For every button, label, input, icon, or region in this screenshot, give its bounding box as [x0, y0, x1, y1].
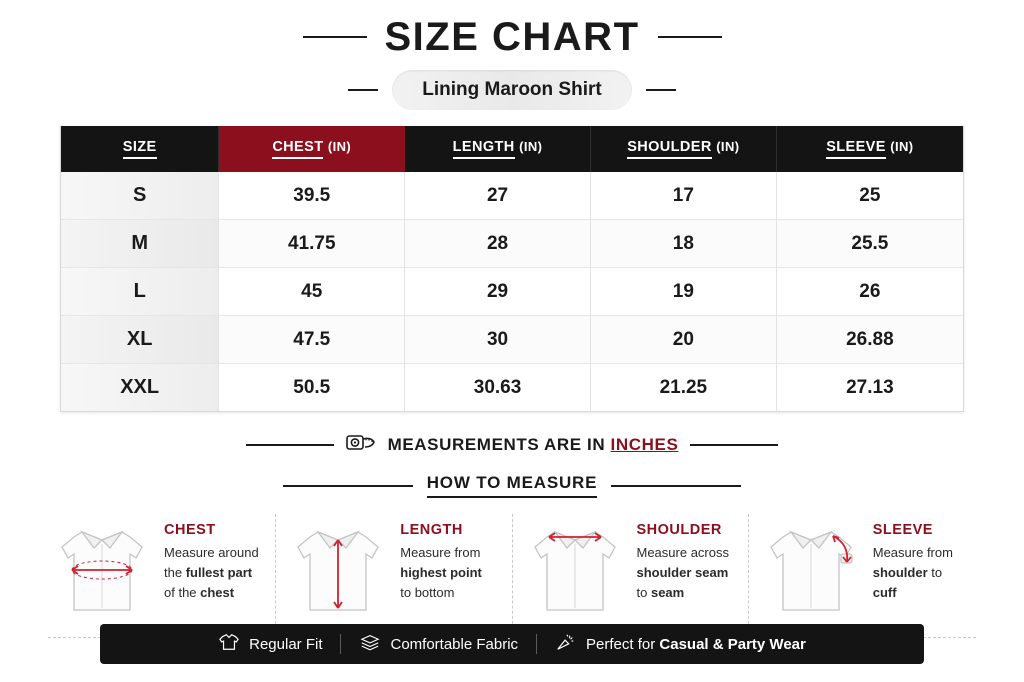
cell-length: 30.63: [405, 364, 591, 412]
table-row: [61, 220, 963, 268]
shirt-length-icon: [284, 514, 392, 629]
desc-line3a: to bottom: [400, 585, 455, 601]
howto-desc-shoulder: [637, 543, 729, 603]
subtitle-right-rule: [646, 89, 676, 91]
shirt-shoulder-icon: [521, 514, 629, 629]
desc-line3a: to: [636, 585, 651, 601]
cell-shoulder: 20: [590, 316, 776, 364]
howto-text-length: [400, 514, 482, 603]
desc-line1: Measure from: [400, 545, 481, 560]
desc-line3b: chest: [200, 585, 235, 601]
col-header-shoulder: [590, 126, 776, 172]
cell-chest: 50.5: [219, 364, 405, 412]
footer-text-fit: [249, 636, 322, 653]
table-body: [61, 172, 963, 411]
desc-line2a: the: [164, 565, 186, 581]
header-row: [61, 126, 963, 172]
cell-chest: 39.5: [219, 172, 405, 220]
units-banner-text: [388, 435, 679, 455]
cell-shoulder: 17: [590, 172, 776, 220]
table-row: [61, 268, 963, 316]
cell-size: S: [61, 172, 219, 220]
cell-shoulder: 18: [590, 220, 776, 268]
right-rule: [658, 36, 722, 38]
howto-label-chest: CHEST: [164, 522, 216, 538]
title-row: [0, 16, 1024, 58]
howto-header: [0, 473, 1024, 498]
cell-shoulder: 21.25: [590, 364, 776, 412]
shirt-sleeve-icon: [757, 514, 865, 629]
howto-title-bold: MEASURE: [506, 473, 598, 492]
desc-line1: Measure around: [164, 545, 259, 560]
howto-title: [427, 473, 598, 498]
col-header-size-label: SIZE: [123, 139, 157, 159]
col-header-sleeve: [776, 126, 963, 172]
col-header-sleeve-label: SLEEVE: [826, 139, 886, 159]
fabric-layers-icon: [359, 632, 381, 656]
col-header-length-label: LENGTH: [453, 139, 515, 159]
cell-length: 29: [405, 268, 591, 316]
desc-line2b: highest point: [400, 565, 482, 581]
table-row: [61, 172, 963, 220]
howto-left-rule: [283, 485, 413, 487]
desc-line3b: cuff: [872, 585, 897, 601]
cell-sleeve: 25: [776, 172, 963, 220]
subtitle-left-rule: [348, 89, 378, 91]
party-popper-icon: [555, 632, 577, 656]
howto-text-chest: [164, 514, 259, 603]
cell-size: L: [61, 268, 219, 316]
howto-item-shoulder: [513, 514, 749, 629]
table-row: [61, 316, 963, 364]
desc-line3b: seam: [650, 585, 685, 601]
col-header-chest-label: CHEST: [272, 139, 323, 159]
howto-desc-length: [400, 543, 482, 603]
product-name: Lining Maroon Shirt: [392, 70, 631, 110]
footer-text-fabric-plain: Comfortable Fabric: [390, 635, 519, 653]
howto-item-length: [276, 514, 512, 629]
page-title: SIZE CHART: [384, 15, 640, 59]
howto-text-shoulder: [637, 514, 729, 603]
desc-line3a: of the: [164, 585, 201, 601]
tshirt-icon: [218, 632, 240, 656]
units-left-rule: [246, 444, 334, 446]
cell-size: XL: [61, 316, 219, 364]
howto-title-plain: HOW TO: [426, 473, 507, 492]
cell-chest: 47.5: [219, 316, 405, 364]
footer-text-fit-plain: Regular Fit: [249, 635, 323, 653]
col-header-chest-unit: (IN): [327, 139, 352, 154]
table-row: [61, 364, 963, 412]
footer-bar: [100, 624, 924, 664]
footer-text-occasion-plain: Perfect for: [586, 635, 660, 653]
header: [0, 0, 1024, 110]
howto-text-sleeve: [873, 514, 953, 603]
footer-item-fit: [200, 632, 340, 656]
col-header-length-unit: (IN): [519, 139, 543, 154]
footer-text-fabric: [390, 636, 518, 653]
howto-label-shoulder: SHOULDER: [636, 522, 722, 538]
desc-line1: Measure across: [636, 545, 729, 560]
cell-length: 27: [405, 172, 591, 220]
col-header-sleeve-unit: (IN): [890, 139, 914, 154]
col-header-shoulder-label: SHOULDER: [627, 139, 712, 159]
units-word: INCHES: [610, 434, 679, 454]
cell-chest: 41.75: [219, 220, 405, 268]
cell-shoulder: 19: [590, 268, 776, 316]
cell-sleeve: 25.5: [776, 220, 963, 268]
cell-chest: 45: [219, 268, 405, 316]
howto-items: [40, 514, 984, 629]
footer-item-occasion: [537, 632, 824, 656]
desc-line2b: fullest part: [185, 565, 253, 581]
units-banner: [0, 430, 1024, 459]
howto-item-chest: [40, 514, 276, 629]
size-table: [61, 126, 963, 411]
left-rule: [303, 36, 367, 38]
col-header-chest: [219, 126, 405, 172]
desc-line2c: to: [927, 565, 943, 581]
howto-right-rule: [611, 485, 741, 487]
howto-desc-chest: [164, 543, 259, 603]
cell-length: 30: [405, 316, 591, 364]
units-prefix: MEASUREMENTS ARE IN: [387, 434, 611, 454]
howto-label-sleeve: SLEEVE: [872, 522, 933, 538]
footer-item-fabric: [341, 632, 536, 656]
measuring-tape-icon: [346, 430, 376, 459]
howto-label-length: LENGTH: [400, 522, 463, 538]
desc-line1: Measure from: [872, 545, 953, 560]
size-table-container: [60, 126, 964, 412]
footer-text-occasion: [586, 636, 806, 653]
desc-line2b: shoulder seam: [636, 565, 729, 581]
cell-sleeve: 26.88: [776, 316, 963, 364]
howto-item-sleeve: [749, 514, 984, 629]
desc-line2b: shoulder: [872, 565, 928, 581]
col-header-size: [61, 126, 219, 172]
cell-sleeve: 27.13: [776, 364, 963, 412]
shirt-chest-icon: [48, 514, 156, 629]
cell-size: XXL: [61, 364, 219, 412]
howto-desc-sleeve: [873, 543, 953, 603]
cell-size: M: [61, 220, 219, 268]
col-header-shoulder-unit: (IN): [716, 139, 740, 154]
cell-length: 28: [405, 220, 591, 268]
col-header-length: [405, 126, 591, 172]
cell-sleeve: 26: [776, 268, 963, 316]
subtitle-row: [0, 70, 1024, 110]
table-head: [61, 126, 963, 172]
units-right-rule: [690, 444, 778, 446]
footer-text-occasion-bold: Casual & Party Wear: [659, 635, 806, 653]
